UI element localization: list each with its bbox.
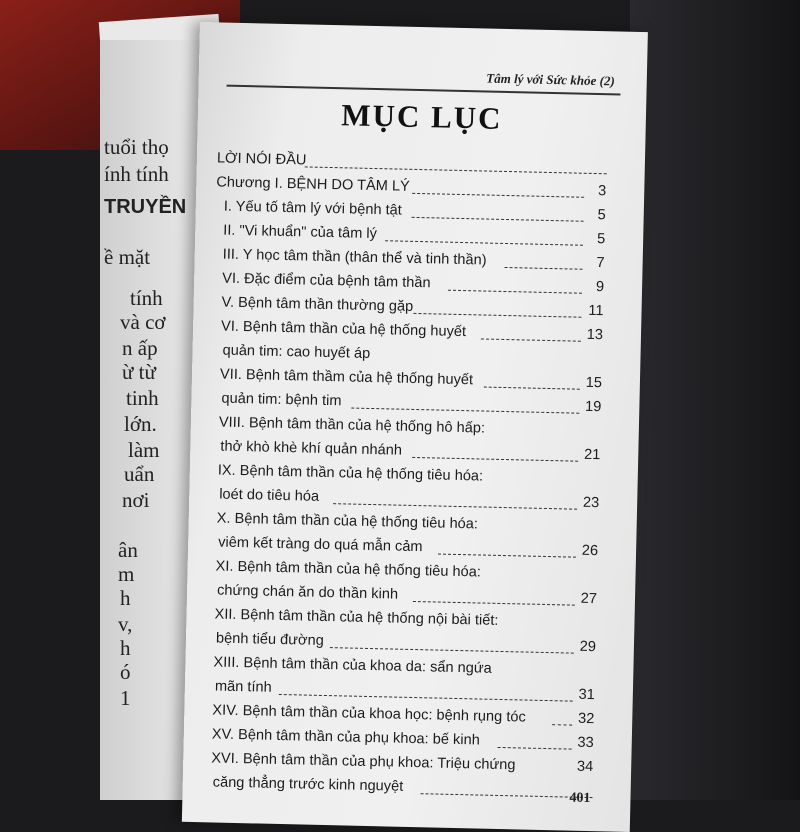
left-page-fragment: tinh (126, 386, 159, 410)
toc-entry-label: XIII. Bệnh tâm thần của khoa da: sẩn ngứa (213, 654, 492, 677)
left-page-fragment: ân (118, 538, 138, 562)
toc-page-number: 31 (578, 686, 596, 704)
toc-entry-label: VIII. Bệnh tâm thần của hệ thống hô hấp: (218, 414, 486, 437)
toc-dot-leader (413, 601, 575, 606)
left-page-fragment: uẩn (124, 462, 155, 486)
toc-page-number: 19 (584, 398, 602, 416)
toc-entry-label: VI. Đặc điểm của bệnh tâm thần (222, 270, 431, 292)
toc-dot-leader (330, 647, 574, 654)
toc-entry-label: chứng chán ăn do thần kinh (216, 582, 399, 603)
left-page-fragment: ừ từ (122, 360, 156, 384)
running-header (486, 71, 615, 90)
header-badge: (2) (599, 73, 615, 89)
page-title: MỤC LỤC (340, 97, 503, 136)
toc-dot-leader (412, 457, 578, 462)
toc-entry-label: X. Bệnh tâm thần của hệ thống tiêu hóa: (216, 510, 479, 533)
toc-dot-leader (385, 240, 583, 245)
toc-page-number: 3 (597, 183, 607, 200)
toc-dot-leader (351, 408, 579, 414)
toc-entry-label: mãn tính (214, 678, 272, 696)
left-page-fragment: tuổi thọ (104, 135, 169, 159)
left-page-fragment: tính (130, 286, 163, 310)
left-page-fragment: làm (128, 438, 160, 462)
toc-entry-label: bệnh tiểu đường (215, 630, 324, 649)
toc-page-number: 34 (576, 758, 594, 776)
left-page-fragment: 1 (120, 686, 131, 710)
toc-dot-leader (412, 193, 584, 198)
left-page-fragment: n ấp (122, 336, 158, 360)
left-page-fragment: TRUYỀN (104, 196, 187, 218)
left-page-fragment: m (118, 562, 135, 586)
toc-entry-label: Chương I. BỆNH DO TÂM LÝ (216, 174, 410, 195)
toc-entry-label: XVI. Bệnh tâm thần của phụ khoa: Triệu chứng (211, 750, 516, 774)
toc-page-number: 9 (595, 279, 605, 296)
left-page-fragment: h (120, 636, 131, 660)
toc-entry-label: LỜI NÓI ĐẦU (216, 150, 307, 169)
toc-page-number: 23 (582, 494, 600, 512)
left-page-fragment: và cơ (120, 310, 166, 334)
toc-dot-leader (498, 747, 572, 750)
toc-page-number: 7 (596, 255, 605, 272)
page-number: 401 (569, 790, 591, 807)
toc-entry-label: loét do tiêu hóa (219, 486, 320, 505)
toc-entry-label: XV. Bệnh tâm thần của phụ khoa: bế kinh (211, 726, 480, 749)
toc-entry-label: III. Y học tâm thần (thân thể và tinh thần) (222, 246, 487, 269)
toc-entry-label: viêm kết tràng do quá mẫn cảm (218, 534, 423, 556)
left-page-fragment: ề mặt (104, 245, 151, 269)
left-page-fragment: lớn. (124, 412, 157, 436)
toc-dot-leader (484, 387, 580, 390)
toc-entry-label: IX. Bệnh tâm thần của hệ thống tiêu hóa: (217, 462, 484, 485)
left-page-fragment: ó (120, 660, 131, 684)
running-title: Tâm lý với Sức khỏe (486, 70, 597, 89)
toc-entry-label: I. Yếu tố tâm lý với bệnh tật (223, 198, 403, 219)
toc-entry-label: XI. Bệnh tâm thần của hệ thống tiêu hóa: (215, 558, 482, 581)
toc-entry-label: V. Bệnh tâm thần thường gặp (221, 294, 414, 315)
toc-page-number: 15 (585, 374, 603, 392)
toc-page-number: 11 (588, 302, 604, 320)
toc-dot-leader (421, 793, 593, 798)
toc-page-number: 21 (583, 446, 601, 464)
toc-entry-label: thở khò khè khí quản nhánh (220, 438, 403, 459)
left-page-fragment: v, (118, 612, 133, 636)
toc-dot-leader (413, 313, 581, 318)
toc-page-number: 33 (577, 734, 594, 752)
toc-entry-label: căng thẳng trước kinh nguyệt (212, 774, 404, 795)
toc-entry-label: II. "Vi khuẩn" của tâm lý (223, 222, 378, 243)
toc-page-number: 27 (580, 590, 598, 608)
toc-dot-leader (438, 554, 576, 558)
left-page-fragment: ính tính (104, 162, 169, 186)
left-page-fragment: nơi (122, 488, 150, 512)
toc-page-number: 5 (596, 231, 606, 248)
left-page-fragment: h (120, 586, 131, 610)
toc-entry-label: VI. Bệnh tâm thần của hệ thống huyết (220, 318, 467, 341)
toc-page-number: 26 (581, 542, 599, 560)
toc-dot-leader (481, 338, 581, 341)
toc-page-number: 29 (579, 638, 597, 656)
toc-page-number: 13 (586, 326, 604, 344)
toc-dot-leader (504, 267, 582, 270)
toc-dot-leader (448, 290, 582, 294)
toc-entry-label: VII. Bệnh tâm thầm của hệ thống huyết (219, 366, 474, 389)
table-of-contents (202, 146, 607, 803)
toc-page-number: 32 (577, 710, 595, 728)
toc-dot-leader (412, 217, 584, 222)
book-page (182, 22, 648, 832)
toc-dot-leader (333, 503, 577, 510)
toc-entry-label: XIV. Bệnh tâm thần của khoa học: bệnh rụng tóc (212, 702, 526, 726)
toc-entry-label: quản tim: bệnh tim (221, 390, 342, 410)
toc-entry-label: XII. Bệnh tâm thần của hệ thống nội bài tiết: (214, 606, 499, 629)
toc-entry-label: quản tim: cao huyết áp (222, 342, 371, 362)
toc-page-number: 5 (597, 207, 606, 224)
background-surface (630, 0, 800, 800)
toc-dot-leader (552, 724, 572, 725)
